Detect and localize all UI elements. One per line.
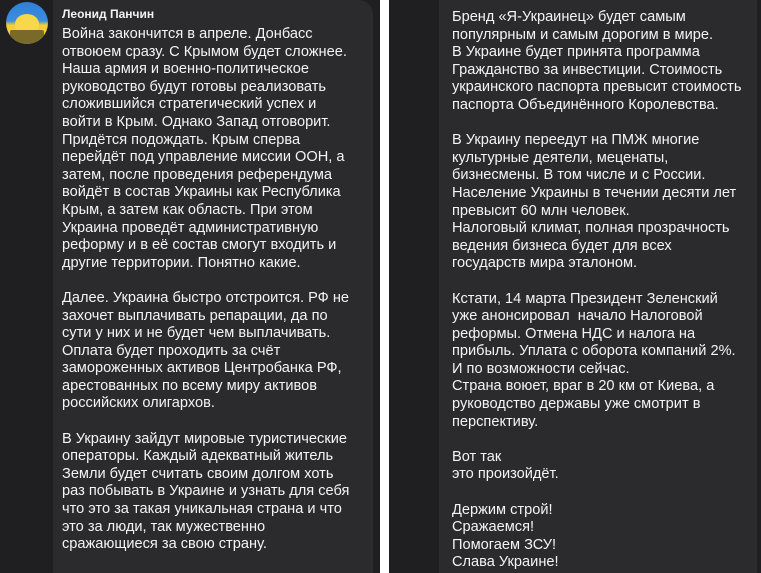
author-name[interactable]: Леонид Панчин [62,7,155,21]
message-text-left: Война закончится в апреле. Донбасс отвоюем сразу. С Крымом будет сложнее. Наша армия и военно-политическое руководство будут готовы реализовать сложившийся стратегический успех и войти в Крым. Однако Запад отговорит. Придётся подождать. Крым сперва перейдёт под управление миссии ООН, а затем, после проведения референдума войдёт в состав Украины как Республика Крым, а затем как область. При этом Украина проведёт административную реформу и в её состав смогут входить и другие территории. Понятно какие. Далее. Украина быстро отстроится. РФ не захочет выплачивать репарации, да по сути у них и не будет чем выплачивать. Оплата будет проходить за счёт замороженных активов Центробанка РФ, арестованных по всему миру активов российских олигархов. В Украину зайдут мировые туристические операторы. Каждый адекватный житель Земли будет считать своим долгом хоть раз побывать в Украине и узнать для себя что это за такая уникальная страна и что это за люди, так мужественно сражающиеся за свою страну. [62,26,350,553]
message-text-right: Бренд «Я-Украинец» будет самым популярным и самым дорогим в мире. В Украине будет принята программа Гражданство за инвестиции. Стоимость украинского паспорта превысит стоимость паспорта Объединённого Королевства. В Украину переедут на ПМЖ многие культурные деятели, меценаты, бизнесмены. В том числе и с России. Население Украины в течении десяти лет превысит 60 млн человек. Налоговый климат, полная прозрачность ведения бизнеса будет для всех государств мира эталоном. Кстати, 14 марта Президент Зеленский уже анонсировал начало Налоговой реформы. Отмена НДС и налога на прибыль. Уплата с оборота компаний 2%. И по возможности сейчас. Страна воюет, враг в 20 км от Киева, а руководство державы уже смотрит в перспективу. Вот так это произойдёт. Держим строй! Сражаемся! Помогаем ЗСУ! Слава Украине! [452,9,742,571]
avatar-base-icon [10,30,44,44]
author-avatar[interactable] [6,2,48,44]
